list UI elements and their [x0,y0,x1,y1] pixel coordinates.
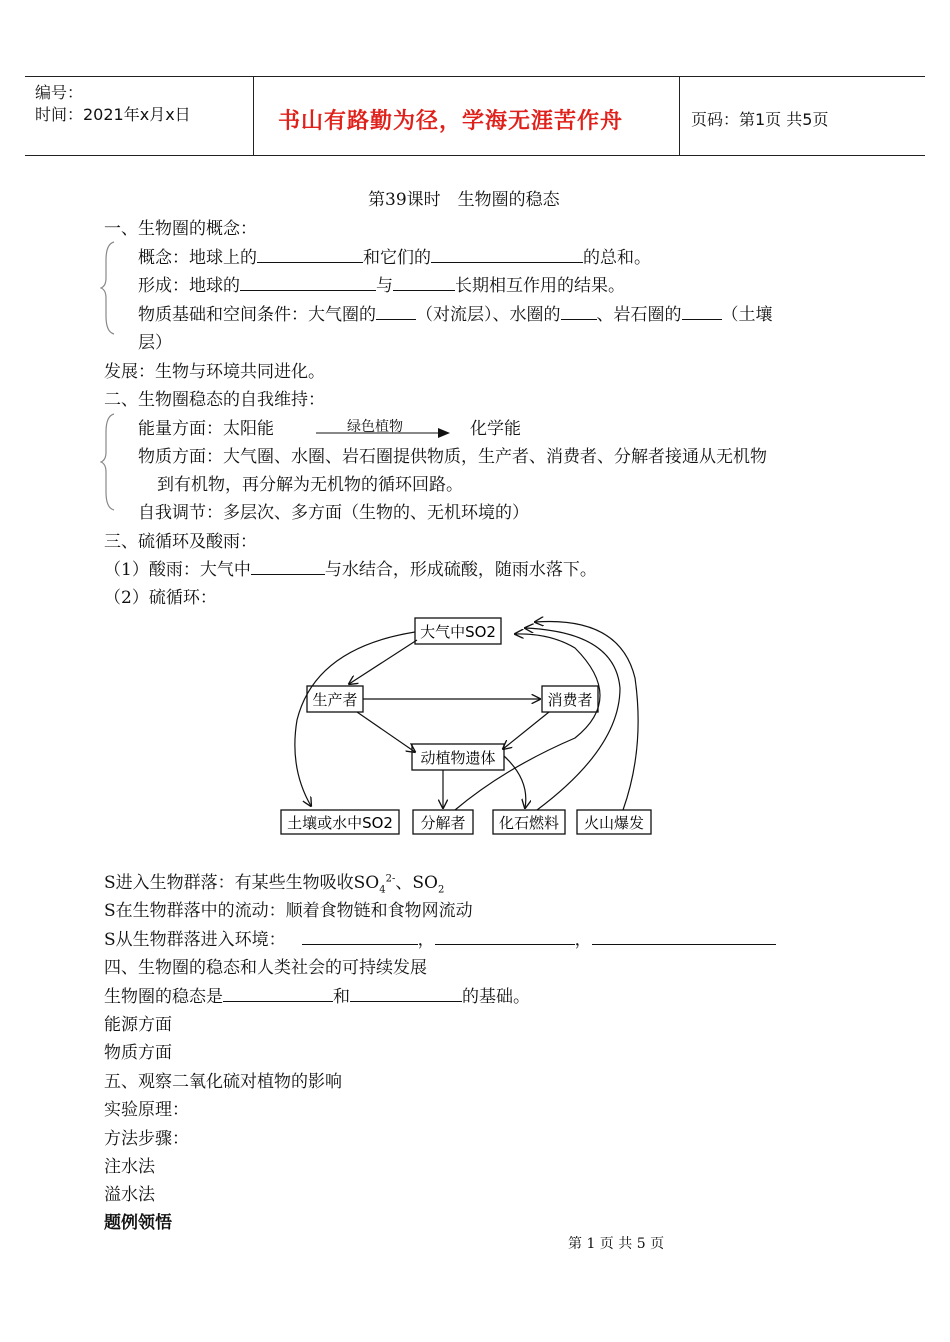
s-leave-blank-1[interactable] [302,927,418,945]
section-3-heading: 三、硫循环及酸雨： [104,532,257,552]
header-bottom-rule [25,155,925,156]
s-enter-line [104,868,444,895]
header-top-rule [25,76,925,77]
sulfur-cycle-diagram [275,608,675,838]
s-leave-blank-3[interactable] [592,927,776,945]
section-4-heading: 四、生物圈的稳态和人类社会的可持续发展 [104,958,427,978]
stable-text-a: 生物圈的稳态是 [104,987,223,1007]
basis-line [138,300,773,325]
concept-text-a: 概念：地球上的 [138,248,257,268]
s-enter-sub-2: 2 [437,884,445,896]
stable-blank-1[interactable] [223,984,333,1002]
page-footer: 第 1 页 共 5 页 [568,1236,665,1252]
node-decomposer [413,810,473,834]
section-2-heading: 二、生物圈稳态的自我维持： [104,390,325,410]
section-5-heading: 五、观察二氧化硫对植物的影响 [104,1072,342,1092]
header-divider-left [253,76,254,156]
arrow-decomposer-to-atm [455,634,600,810]
acid-blank[interactable] [251,557,325,575]
page-title: 第39课时 生物圈的稳态 [368,190,560,210]
s-enter-sub: 4 [379,884,386,896]
basis-text-c: 、岩石圈的 [596,305,682,325]
node-volcano [577,810,651,834]
basis-blank-1[interactable] [376,302,416,320]
section-1-heading: 一、生物圈的概念： [104,219,257,239]
s-leave-comma-2: ， [574,930,592,950]
basis-text-e: 层） [138,333,172,353]
s-enter-sup: 2- [385,873,396,885]
arrow-producer-to-remains [357,712,415,752]
energy-text-b: 化学能 [470,419,521,439]
doc-time-label: 时间：2021年x月x日 [35,105,191,124]
s-leave-blank-2[interactable] [435,927,575,945]
node-fossil-label: 化石燃料 [498,814,560,832]
header-page-label: 页码：第1页 共5页 [691,110,829,129]
header-motto: 书山有路勤为径，学海无涯苦作舟 [278,109,624,134]
inject-method: 注水法 [104,1157,155,1177]
node-soil-label: 土壤或水中SO2 [287,814,393,832]
form-text-a: 形成：地球的 [138,276,240,296]
node-fossil-fuel [493,810,565,834]
basis-text-b: （对流层）、水圈的 [416,305,561,325]
arrow-consumer-to-remains [503,712,549,749]
node-volcano-label: 火山爆发 [583,814,645,832]
node-producer [307,686,363,712]
acid-rain-line [104,555,597,580]
steps-label: 方法步骤： [104,1129,189,1149]
node-remains-label: 动植物遗体 [420,749,496,767]
form-line [138,271,625,296]
acid-text-b: 与水结合，形成硫酸，随雨水落下。 [324,560,597,580]
s-leave-line [104,925,776,950]
basis-blank-2[interactable] [561,302,597,320]
s-leave-text: S从生物群落进入环境： [104,930,286,950]
concept-line [138,243,651,268]
matter-text-b: 到有机物，再分解为无机物的循环回路。 [157,475,463,495]
node-atmosphere-label: 大气中SO2 [420,623,496,641]
doc-number-label: 编号： [35,83,84,102]
node-atmosphere-so2 [415,618,501,644]
section-2-brace [100,412,120,512]
examples-heading: 题例领悟 [104,1213,172,1233]
basis-blank-3[interactable] [682,302,722,320]
arrow-atm-to-soil [295,632,415,806]
node-producer-label: 生产者 [312,691,358,709]
node-consumer [542,686,598,712]
stable-text-b: 和 [333,987,350,1007]
stable-text-c: 的基础。 [462,987,530,1007]
node-consumer-label: 消费者 [547,691,593,709]
energy-text-a: 能量方面：太阳能 [138,419,274,439]
section-1-brace [100,240,120,336]
node-remains [412,744,504,770]
basis-text-d: （土壤 [721,305,773,325]
s-flow-line: S在生物群落中的流动：顺着食物链和食物网流动 [104,901,473,921]
concept-blank-1[interactable] [257,245,363,263]
s-leave-comma-1: ， [417,930,435,950]
stable-blank-2[interactable] [350,984,462,1002]
matter-aspect: 物质方面 [104,1043,172,1063]
form-blank-1[interactable] [240,273,376,291]
arrow-fossil-to-atm [525,628,620,810]
principle-label: 实验原理： [104,1100,189,1120]
form-text-c: 长期相互作用的结果。 [455,276,625,296]
energy-aspect: 能源方面 [104,1015,172,1035]
node-soil-water-so2 [281,810,399,834]
acid-text-a: （1）酸雨：大气中 [104,560,251,580]
concept-text-c: 的总和。 [583,248,651,268]
concept-text-b: 和它们的 [363,248,431,268]
basis-text-a: 物质基础和空间条件：大气圈的 [138,305,376,325]
form-text-b: 与 [376,276,393,296]
arrow-atm-to-producer [349,640,417,684]
energy-arrow-label: 绿色植物 [347,419,403,435]
stable-line [104,982,530,1007]
arrow-volcano-to-atm [535,621,638,810]
s-enter-text-a: S进入生物群落：有某些生物吸收SO [104,873,380,893]
self-regulation-line: 自我调节：多层次、多方面（生物的、无机环境的） [138,503,529,523]
form-blank-2[interactable] [393,273,455,291]
sulfur-cycle-label: （2）硫循环： [104,588,217,608]
concept-blank-2[interactable] [431,245,583,263]
node-decomposer-label: 分解者 [420,814,466,832]
matter-text-a: 物质方面：大气圈、水圈、岩石圈提供物质，生产者、消费者、分解者接通从无机物 [138,447,767,467]
develop-line: 发展：生物与环境共同进化。 [104,362,325,382]
energy-arrow [316,427,452,439]
header-divider-right [679,76,680,156]
overflow-method: 溢水法 [104,1185,155,1205]
s-enter-text-b: 、SO [395,873,438,893]
